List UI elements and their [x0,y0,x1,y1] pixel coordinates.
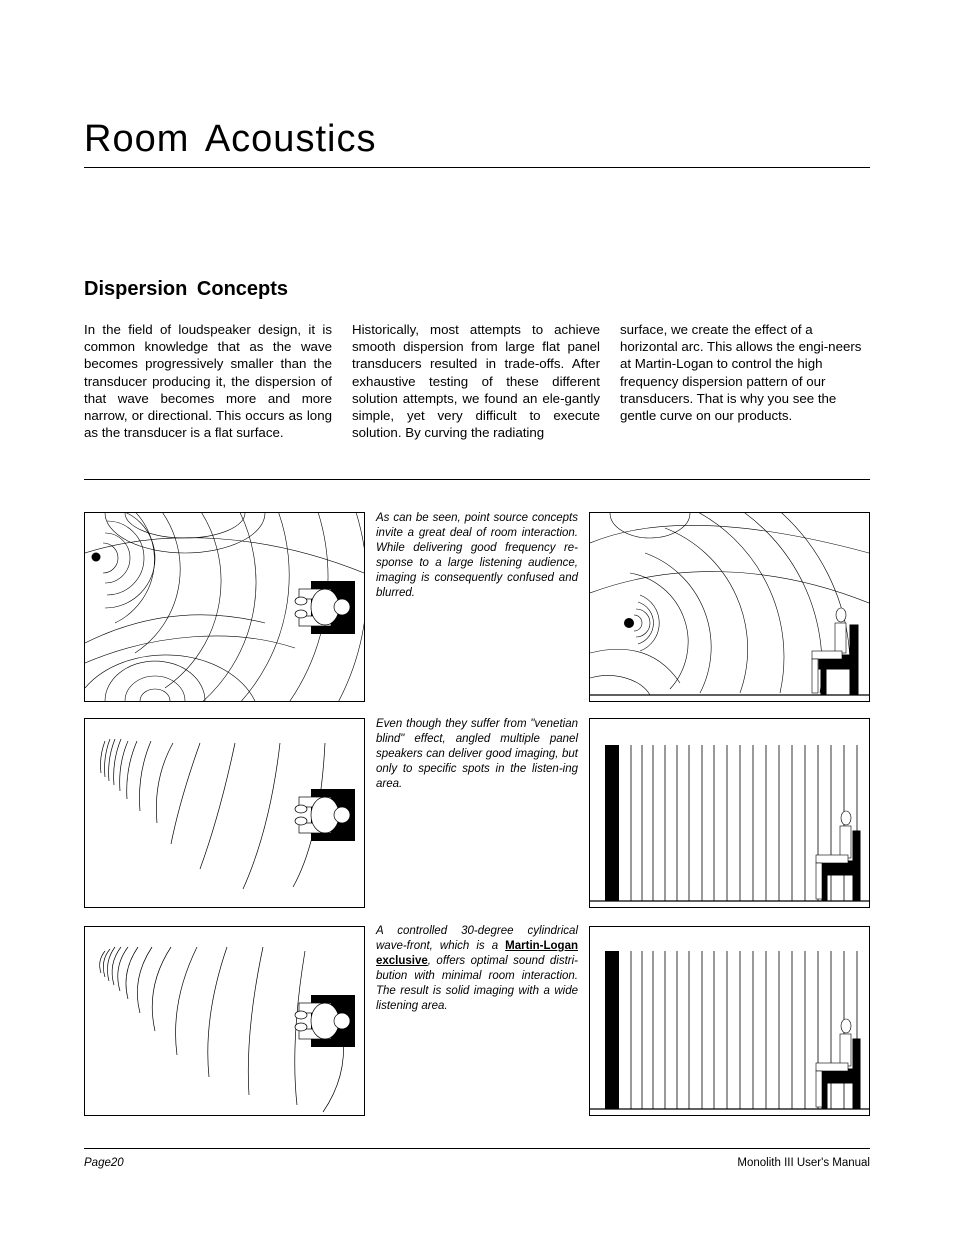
page-number: Page20 [84,1157,124,1169]
caption-cylindrical-wavefront [376,924,578,1014]
paragraph-1: In the field of loudspeaker design, it is common knowledge that as the wave becomes progressively smaller than the transducer producing it, the dispersion of that wave becomes more and more narrow, or directional. This occurs as long as the transducer is a flat surface. [84,322,332,441]
caption-angled-panels: Even though they suffer from "venetian blind" effect, angled multiple panel speakers can deliver good imaging, but only to specific spots in the listen-ing area. [376,718,578,790]
text-column-1 [84,321,332,441]
section-rule [84,479,870,480]
manual-title: Monolith III User's Manual [737,1157,870,1169]
angled-panels-side-view-diagram [589,718,870,908]
point-source-top-view-diagram [84,512,365,702]
paragraph-2: Historically, most attempts to achieve smooth dispersion from large flat panel transducers resulted in trade-offs. After exhaustive testing of these different solution attempts, we found an ele-gantly simple, yet very difficult to execute solution. By curving the radiating [352,322,600,441]
footer-rule [84,1148,870,1149]
caption-point-source: As can be seen, point source concepts invite a great deal of room interaction. While delivering good frequency re-sponse to a large listening audience, imaging is consequently confused and blurred. [376,512,578,599]
page-title: Room Acoustics [84,118,377,160]
angled-panels-top-view-diagram [84,718,365,908]
text-column-2 [352,321,600,441]
paragraph-3: surface, we create the effect of a horizontal arc. This allows the engi-neers at Martin-Logan to control the high frequency dispersion pattern of our transducers. That is why you see the gentle curve on our products. [620,322,862,424]
section-title: Dispersion Concepts [84,278,289,300]
martin-logan-exclusive-text: Martin-Logan exclusive [376,940,578,967]
title-rule [84,167,870,168]
point-source-side-view-diagram [589,512,870,702]
caption-cylindrical-text-start: A controlled 30-degree cylindrical wave-front, which is a [376,925,578,952]
text-column-3 [620,321,868,424]
cylindrical-wavefront-top-view-diagram [84,926,365,1116]
cylindrical-wavefront-side-view-diagram [589,926,870,1116]
caption-cylindrical-text-end: , offers optimal sound distri-bution with minimal room interaction. The result is solid imaging with a wide listening area. [376,955,578,1012]
